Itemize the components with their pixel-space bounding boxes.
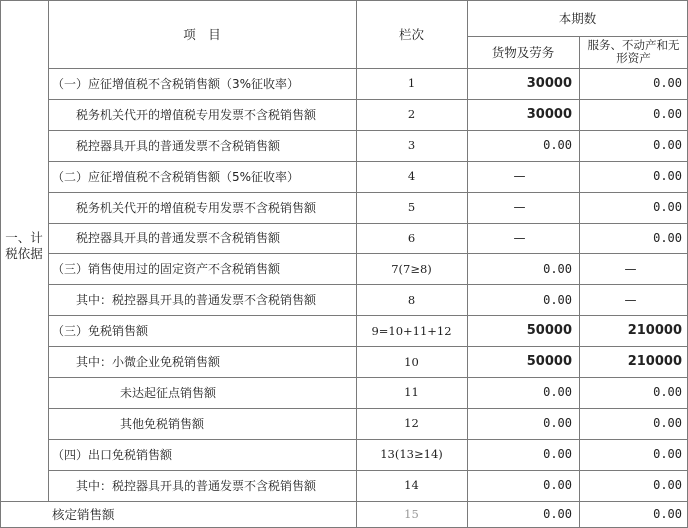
goods-column-divider [467,0,468,528]
footer-goods: 0.00 [543,507,572,521]
row-goods: 50000 [526,354,572,370]
row-goods: — [513,230,526,245]
row-lane: 10 [404,354,419,369]
row-lane: 13(13≥14) [380,447,443,462]
row-lane: 5 [407,200,416,215]
lane-column-divider [356,0,357,528]
row-services: — [624,261,637,276]
row-item: （三）销售使用过的固定资产不含税销售额 [52,262,281,277]
row-lane: 7(7≥8) [391,261,432,276]
footer-lane: 15 [404,507,419,521]
row-divider [48,501,688,502]
row-services: — [624,292,637,307]
services-column-divider [579,36,580,528]
row-services: 0.00 [653,230,682,245]
row-lane: 9=10+11+12 [371,323,452,338]
row-goods: 0.00 [543,261,572,276]
row-goods: 0.00 [543,416,572,431]
table-border-left [0,0,1,528]
row-item: （四）出口免税销售额 [52,447,173,462]
row-services: 0.00 [653,138,682,153]
row-item: 其中：税控器具开具的普通发票不含税销售额 [76,293,317,308]
row-divider [48,315,688,316]
row-item: 未达起征点销售额 [120,385,217,400]
row-divider [48,192,688,193]
table-border-top [0,0,688,1]
row-item: 税务机关代开的增值税专用发票不含税销售额 [76,107,317,122]
row-item: 税控器具开具的普通发票不含税销售额 [76,138,281,153]
row-item: 其中：税控器具开具的普通发票不含税销售额 [76,478,317,493]
row-divider [48,130,688,131]
row-services: 210000 [627,354,682,370]
row-item: （一）应征增值税不含税销售额（3%征收率） [52,76,300,91]
section-divider [0,501,48,502]
row-goods: 0.00 [543,478,572,493]
row-goods: 0.00 [543,385,572,400]
row-divider [48,253,688,254]
footer-label: 核定销售额 [52,507,115,522]
row-goods: 0.00 [543,138,572,153]
row-goods: 0.00 [543,447,572,462]
section-column-divider [48,0,49,501]
header-services-text: 服务、不动产和无形资产 [587,38,680,65]
row-divider [48,408,688,409]
row-divider [48,161,688,162]
row-lane: 14 [404,478,419,493]
row-divider [48,223,688,224]
row-lane: 3 [407,138,416,153]
row-item: 税务机关代开的增值税专用发票不含税销售额 [76,200,317,215]
row-divider [48,439,688,440]
row-item: 其他免税销售额 [120,416,205,431]
footer-services: 0.00 [653,507,682,521]
row-services: 0.00 [653,447,682,462]
header-lane: 栏次 [398,27,424,42]
row-services: 0.00 [653,107,682,122]
row-lane: 4 [407,169,416,184]
row-goods: 0.00 [543,292,572,307]
row-services: 0.00 [653,385,682,400]
row-goods: 30000 [526,106,572,122]
row-divider [48,470,688,471]
row-services: 210000 [627,323,682,339]
row-divider [48,99,688,100]
header-services [579,36,688,68]
row-services: 0.00 [653,200,682,215]
row-services: 0.00 [653,169,682,184]
row-goods: — [513,169,526,184]
header-item: 项 目 [183,27,221,42]
row-lane: 1 [407,76,416,91]
section-label: 一、计税依据 [5,230,43,261]
row-lane: 11 [404,385,419,400]
row-services: 0.00 [653,416,682,431]
row-goods: 30000 [526,75,572,91]
row-item: 其中：小微企业免税销售额 [76,355,221,370]
header-goods: 货物及劳务 [491,45,555,60]
row-divider [48,377,688,378]
row-goods: — [513,200,526,215]
row-divider [48,284,688,285]
row-lane: 6 [407,230,416,245]
header-divider [467,36,688,37]
row-lane: 8 [407,292,416,307]
row-divider [48,346,688,347]
header-period: 本期数 [558,11,597,26]
row-services: 0.00 [653,76,682,91]
row-services: 0.00 [653,478,682,493]
row-item: 税控器具开具的普通发票不含税销售额 [76,231,281,246]
row-divider [48,68,688,69]
row-item: （三）免税销售额 [52,324,149,339]
row-goods: 50000 [526,323,572,339]
row-lane: 12 [404,416,419,431]
row-lane: 2 [407,107,416,122]
row-item: （二）应征增值税不含税销售额（5%征收率） [52,169,300,184]
